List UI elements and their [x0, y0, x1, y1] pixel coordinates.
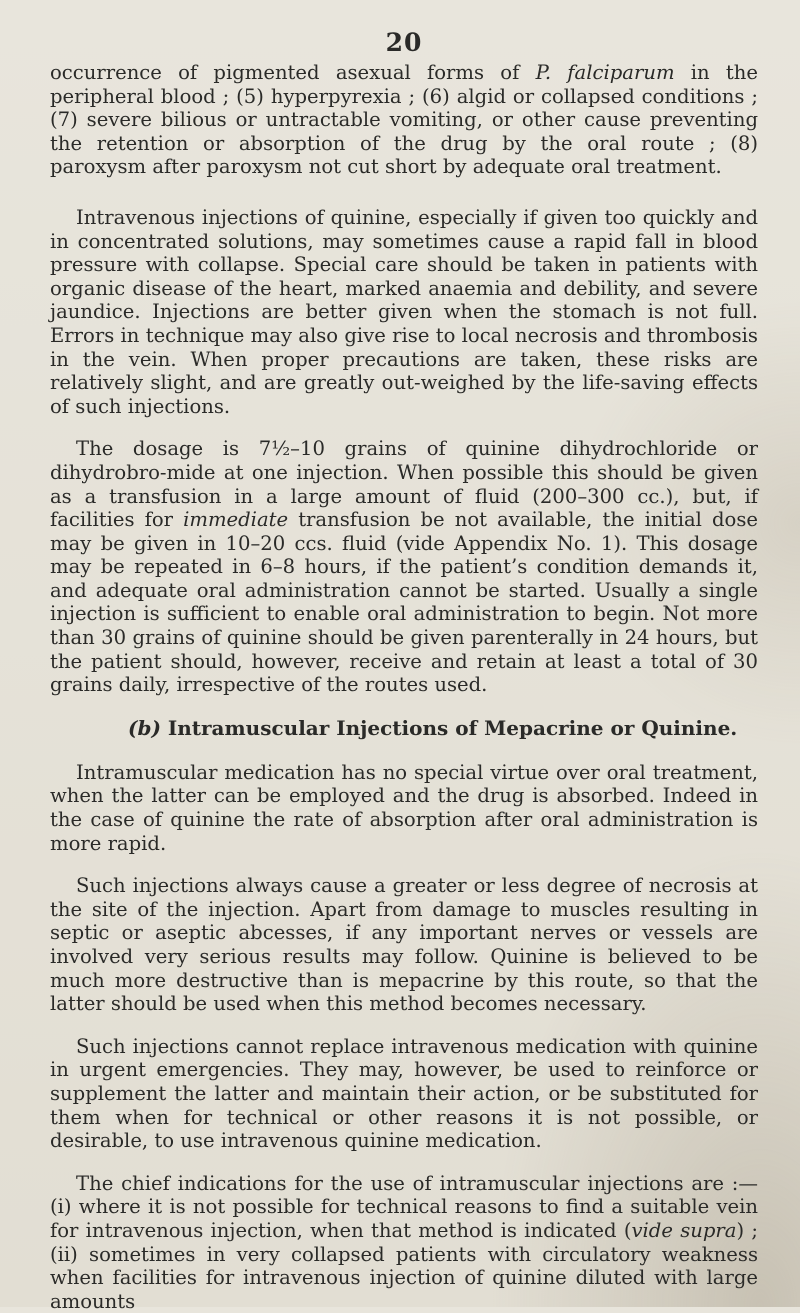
paragraph-replacement: Such injections cannot replace intravenous medication with quinine in urgent emergencies. They may, however, be used to reinforce or supplement the latter and maintain their action, or be substituted for them when for technical or other reasons it is not possible, or desirable, to use intravenous quinine medication. [50, 1034, 758, 1153]
paragraph-continuation [50, 61, 758, 179]
paragraph-intramuscular-medication: Intramuscular medication has no special virtue over oral treatment, when the latter can be employed and the drug is absorbed. Indeed in the case of quinine the rate of absorption after oral administration is more rapid. [50, 760, 758, 855]
paragraph-dosage [50, 437, 758, 697]
section-title: Intramuscular Injections of Mepacrine or Quinine. [160, 715, 738, 740]
text-run: occurrence of pigmented asexual forms of [50, 61, 536, 84]
paragraph-necrosis: Such injections always cause a greater or less degree of necrosis at the site of the injection. Apart from damage to muscles resulting in septic or aseptic abcesses, if any important nerves or vessels are involved very serious results may follow. Quinine is believed to be much more destructive than is mepacrine by this route, so that the latter should be used when this method becomes necessary. [50, 874, 758, 1016]
italic-text: P. falciparum [535, 61, 675, 84]
section-label: (b) [128, 715, 161, 740]
italic-text: vide supra [631, 1218, 737, 1242]
text-run: transfusion be not available, the initial dose may be given in 10–20 ccs. fluid (vide Appendix No. 1). This dosage may be repeated in 6–8 hours, if the patient’s condition demands it, and adequate oral administration cannot be started. Usually a single injection is sufficient to enable oral administration to begin. Not more than 30 grains of quinine should be given parenterally in 24 hours, but the patient should, however, receive and retain at least a total of 30 grains daily, irrespective of the routes used. [50, 508, 758, 697]
paragraph-intravenous-risks: Intravenous injections of quinine, especially if given too quickly and in concentrated solutions, may sometimes cause a rapid fall in blood pressure with collapse. Special care should be taken in patients with organic disease of the heart, marked anaemia and debility, and severe jaundice. Injections are better given when the stomach is not full. Errors in technique may also give rise to local necrosis and thrombosis in the vein. When proper precautions are taken, these risks are relatively slight, and are greatly out-weighed by the life-saving effects of such injections. [50, 205, 758, 418]
paragraph-indications [50, 1172, 758, 1313]
text-run: ) ; (ii) sometimes in very collapsed patients with circulatory weakness when facilities for intravenous injection of quinine diluted with large amounts [50, 1218, 759, 1313]
page-number: 20 [385, 28, 423, 57]
section-heading [50, 716, 758, 740]
text-run: The dosage is 7½–10 grains of quinine dihydrochloride or dihydrobro-mide at one injection. When possible this should be given as a transfusion in a large amount of fluid (200–300 cc.), but, if facilities for [50, 437, 758, 532]
text-run: The chief indications for the use of intramuscular injections are :— (i) where it is not possible for technical reasons to find a suitable vein for intravenous injection, when that method is indicated ( [50, 1171, 758, 1242]
italic-text: immediate [183, 508, 289, 532]
text-run: in the peripheral blood ; (5) hyperpyrexia ; (6) algid or collapsed conditions ; (7) severe bilious or untractable vomiting, or other cause preventing the retention or absorption of the drug by the oral route ; (8) paroxysm after paroxysm not cut short by adequate oral treatment. [50, 61, 758, 179]
